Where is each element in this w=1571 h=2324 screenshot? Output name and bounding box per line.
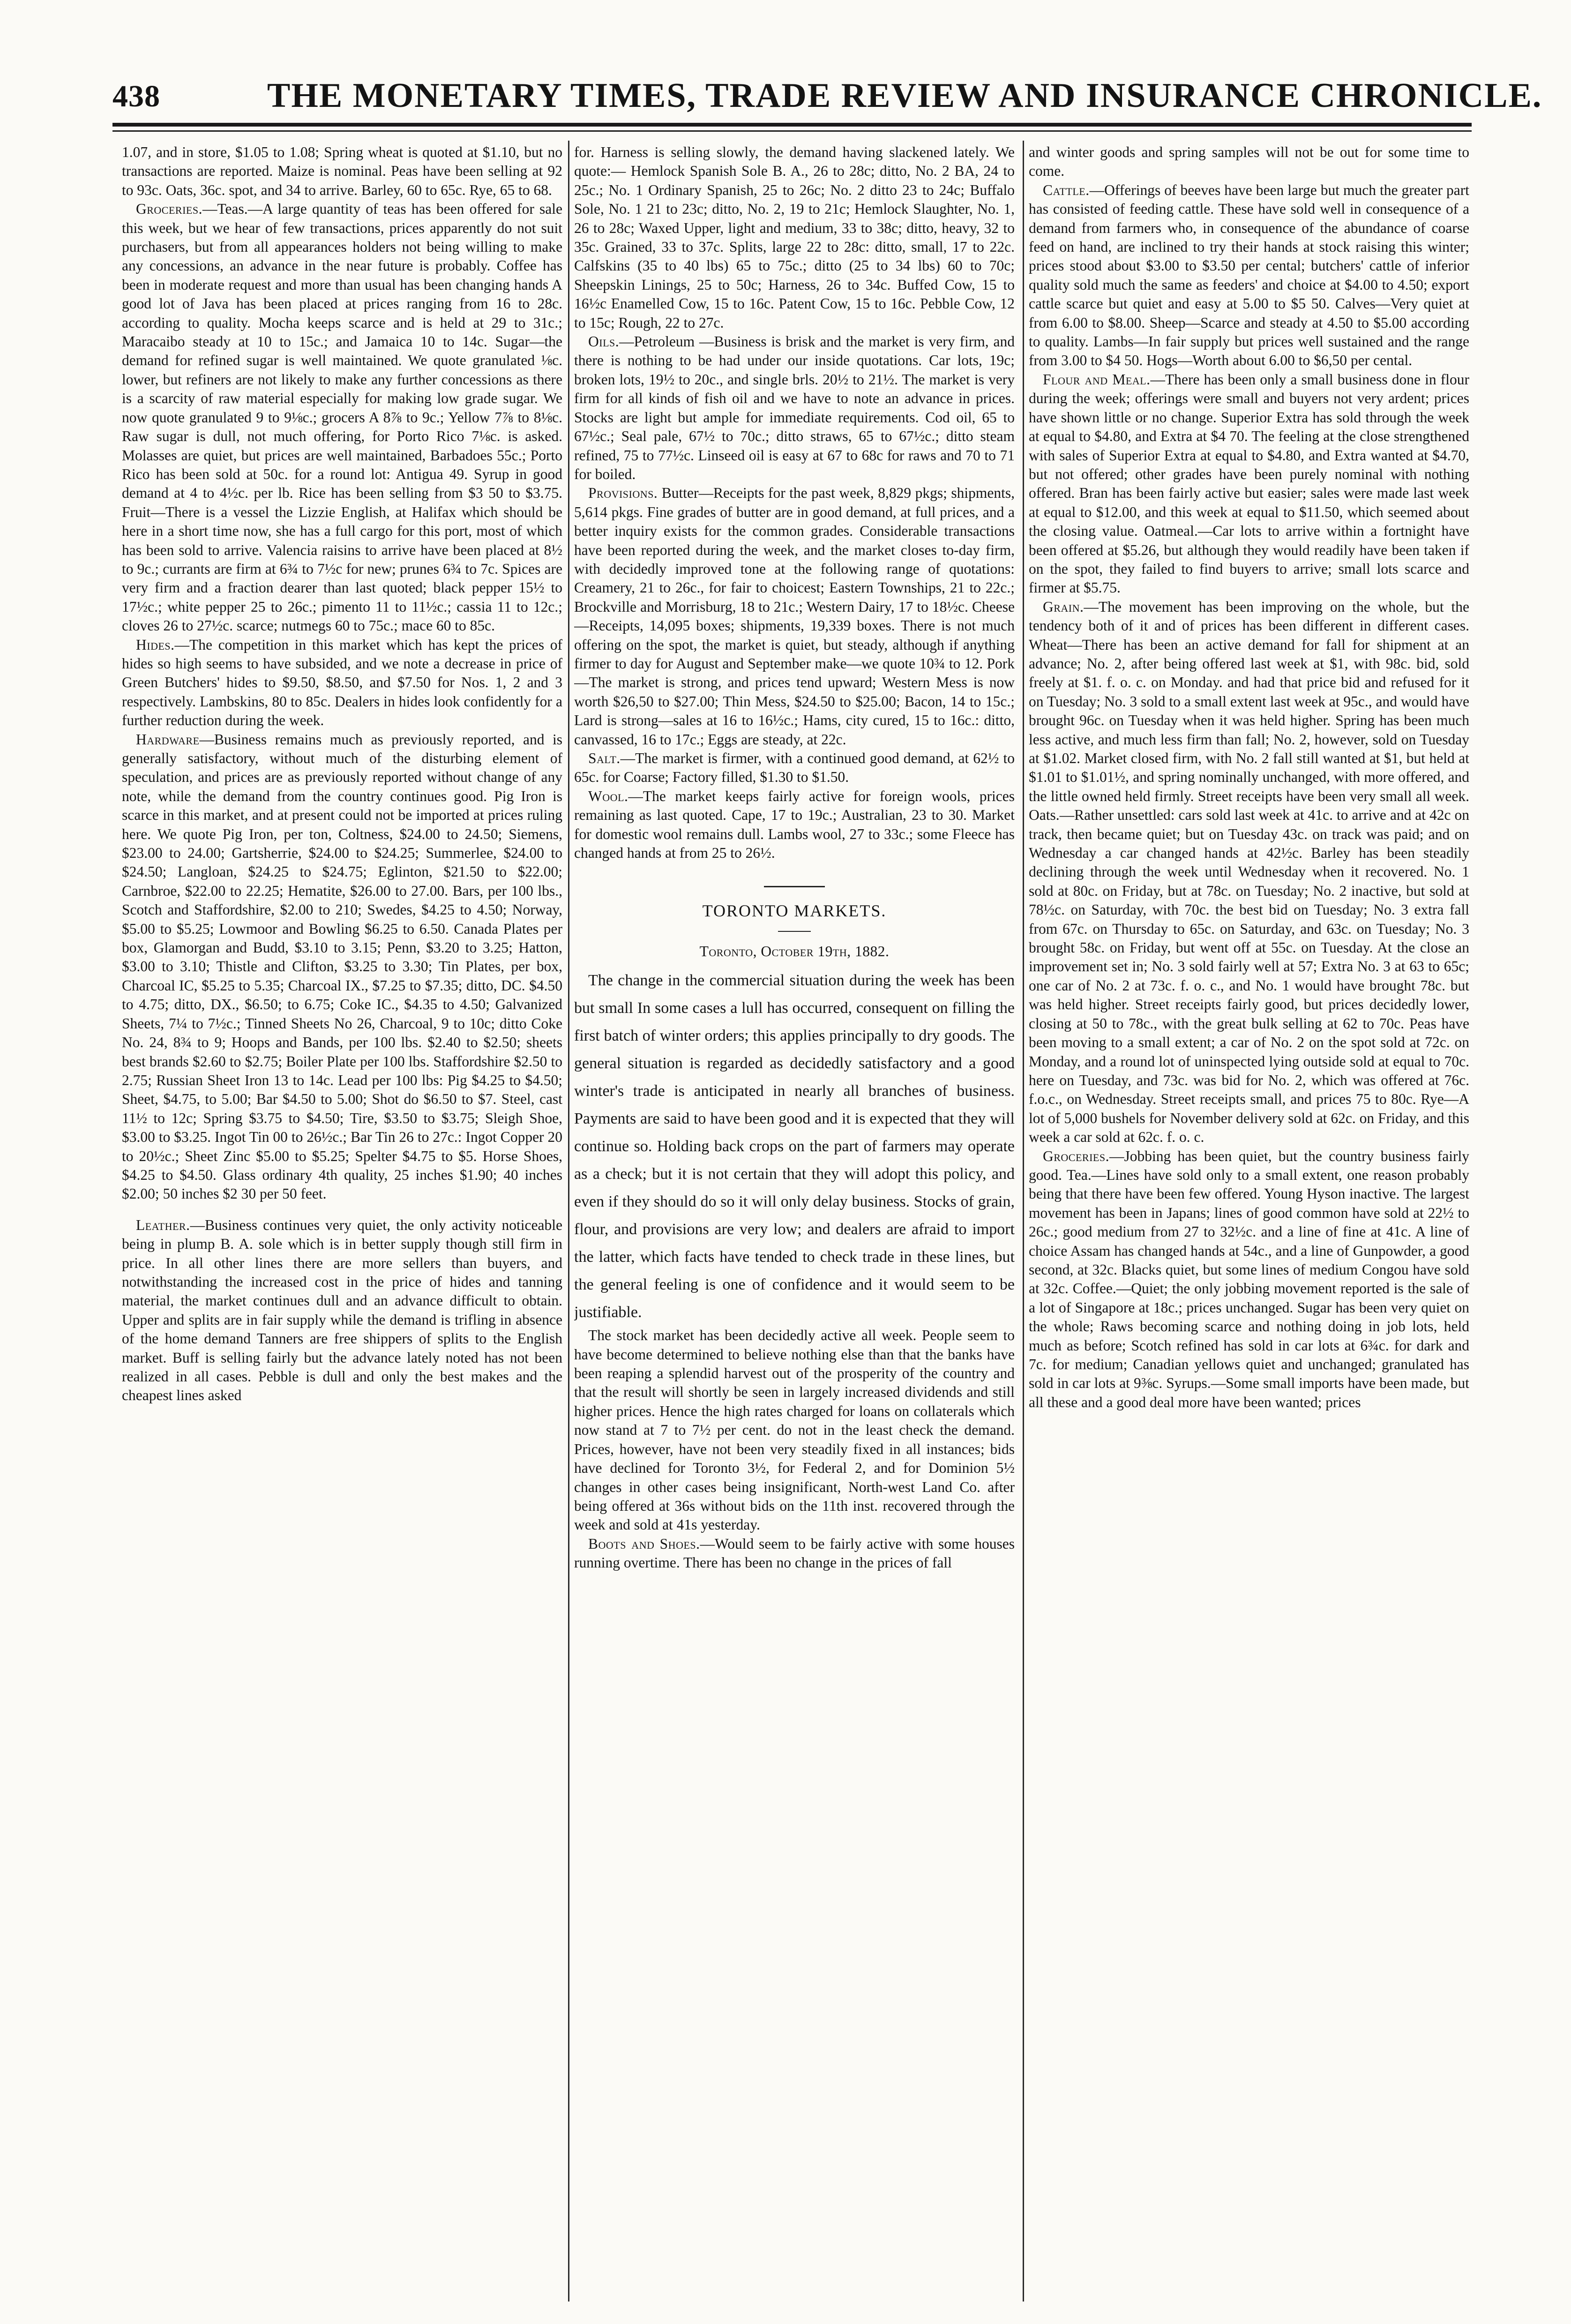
col1-groceries-heading: Groceries. [136,201,202,217]
col2-provisions-heading: Provisions. [588,485,658,502]
col2-salt-text: —The market is firmer, with a continued good demand, at 62½ to 65c. for Coarse; Factory filled, $1.30 to $1.50. [574,750,1015,786]
col2-oils-heading: Oils. [588,333,620,350]
header-rule-thin [112,130,1472,132]
col1-hides-heading: Hides. [136,636,175,653]
col2-wool-paragraph [574,787,1015,863]
section-heading: TORONTO MARKETS. [702,901,887,921]
col1-hides-paragraph [122,636,562,730]
column-1 [122,143,562,2299]
col2-wool-text: —The market keeps fairly active for foreign wools, prices remaining as last quoted. Cape, 17 to 19c.; Australian, 23 to 30. Market for domestic wool remains dull. Lambs wool, 27 to 33c.; some Fleece has changed hands at from 25 to 26½. [574,787,1015,862]
col3-groceries-paragraph [1029,1147,1469,1412]
col3-flour-text: —There has been only a small business done in flour during the week; offerings were small and buyers not very ardent; prices have shown little or no change. Superior Extra has sold through the week at equal to $4.80, and Extra at $4 70. The feeling at the close strengthened with sales of Superior Extra at equal to $4.80, and Extra wanted at $4.70, but not offered; other grades have been purely nominal with nothing offered. Bran has been fairly active but easier; sales were made last week at equal to $12.00, and this week at equal to $11.50, which seemed about the closing value. Oatmeal.—Car lots to arrive within a fortnight have been offered at $5.26, but although they would readily have been taken if on the spot, they failed to find buyers to arrive; small lots scarce and firmer at $5.75. [1029,371,1469,596]
column-divider-1 [568,141,569,2302]
col2-wool-heading: Wool. [588,787,628,804]
col3-boots-continued: and winter goods and spring samples will not be out for some time to come. [1029,144,1469,180]
col2-provisions-text: Butter—Receipts for the past week, 8,829 pkgs; shipments, 5,614 pkgs. Fine grades of butter are in good demand, at full prices, and a better inquiry exists for the common grades. Considerable transactions have been reported during the week, and the market closes to-day firm, with decidedly improved tone at the following range of quotations: Creamery, 21 to 26c., for fair to choicest; Eastern Townships, 21 to 22c.; Brockville and Morrisburg, 18 to 21c.; Western Dairy, 17 to 18½c. Cheese—Receipts, 14,095 boxes; shipments, 19,339 boxes. There is not much offering on the spot, the market is quiet, but steady, although if anything firmer to day for August and September make—we quote 10¾ to 12. Pork—The market is strong, and prices tend upward; Western Mess is now worth $26,50 to $27.00; Thin Mess, $24.50 to $25.00; Bacon, 14 to 15c.; Lard is strong—sales at 16 to 16½c.; Hams, city cured, 15 to 16c.: ditto, canvassed, 16 to 17c.; Eggs are steady, at 22c. [574,485,1015,748]
column-divider-2 [1023,141,1024,2302]
page-number: 438 [112,79,160,113]
col3-flour-paragraph [1029,370,1469,598]
col1-hides-text: —The competition in this market which has kept the prices of hides so high seems to have subsided, and we note a decrease in price of Green Butchers' hides to $9.50, $8.50, and $7.50 for Nos. 1, 2 and 3 respectively. Lambskins, 80 to 85c. Dealers in hides look confidently for a further reduction during the week. [122,636,562,729]
col1-leather-paragraph [122,1216,562,1405]
col2-boots-paragraph [574,1535,1015,1573]
col2-oils-paragraph [574,332,1015,484]
column-2 [574,143,1015,2299]
col1-paragraph-1: 1.07, and in store, $1.05 to 1.08; Spring wheat is quoted at $1.10, but no transactions are reported. Maize is nominal. Peas have been selling at 92 to 93c. Oats, 36c. spot, and 34 to arrive. Barley, 60 to 65c. Rye, 65 to 68. [122,144,562,198]
col3-groceries-heading: Groceries. [1043,1147,1109,1164]
col1-hardware-paragraph [122,730,562,1204]
col3-cattle-heading: Cattle. [1043,181,1090,198]
column-3 [1029,143,1469,2299]
col2-stock-market-paragraph: The stock market has been decidedly active all week. People seem to have become determined to believe nothing else than that the banks have been reaping a splendid harvest out of the prosperity of the country and that the result will shortly be seen in largely increased dividends and still higher prices. Hence the high rates charged for loans on collaterals which now stand at 7 to 7½ per cent. do not in the least check the demand. Prices, however, have not been very steadily fixed in all instances; bids have declined for Toronto 3½, for Federal 2, and for Dominion 5½ changes in other cases being insignificant, North-west Land Co. after being offered at 36s without bids on the 11th inst. recovered through the week and sold at 41s yesterday. [574,1327,1015,1533]
col1-hardware-heading: Hardware [136,731,200,748]
col3-flour-heading: Flour and Meal. [1043,371,1151,388]
col1-groceries-paragraph [122,200,562,635]
header-rule-thick [112,123,1472,127]
col2-boots-text: —Would seem to be fairly active with some houses running overtime. There has been no change in the prices of fall [574,1535,1015,1571]
col1-groceries-text: —Teas.—A large quantity of teas has been offered for sale this week, but we hear of few transactions, prices apparently do not suit purchasers, but from all appearances holders not being willing to make any concessions, an advance in the near future is probably. Coffee has been in moderate request and more than usual has been changing hands A good lot of Java has been placed at prices ranging from 16 to 28c. according to quality. Mocha keeps scarce and is held at 29 to 31c.; Maracaibo steady at 10 to 15c.; and Jamaica 10 to 14c. Sugar—the demand for refined sugar is well maintained. We quote granulated ⅛c. lower, but refiners are not likely to make any further concessions as there is a scarcity of raw material especially for making low grade sugar. We now quote granulated 9 to 9⅛c.; grocers A 8⅞ to 9c.; Yellow 7⅞ to 8⅛c. Raw sugar is dull, not much offering, for Porto Rico 7⅛c. is asked. Molasses are quiet, but prices are well maintained, Barbadoes 55c.; Porto Rico has been sold at 50c. for a round lot: Antigua 49. Syrup in good demand at 4 to 4½c. per lb. Rice has been selling from $3 50 to $3.75. Fruit—There is a vessel the Lizzie English, at Halifax which should be here in a short time now, she has a full cargo for this port, most of which has been sold to arrive. Valencia raisins to arrive have been placed at 8½ to 9c.; currants are firm at 6¾ to 7½c for new; prunes 6¾ to 7c. Spices are very firm and a fraction dearer than last quoted; black pepper 15½ to 17½c.; white pepper 25 to 26c.; pimento 11 to 11½c.; cassia 11 to 12c.; cloves 26 to 27½c. scarce; nutmegs 60 to 75c.; mace 60 to 85c. [122,201,562,634]
col2-leather-continued: for. Harness is selling slowly, the demand having slackened lately. We quote:— Hemlock Spanish Sole B. A., 26 to 28c; ditto, No. 2 BA, 24 to 25c.; No. 1 Ordinary Spanish, 25 to 26c; No. 2 ditto 23 to 24c; Buffalo Sole, No. 1 21 to 23c; ditto, No. 2, 19 to 21c; Hemlock Slaughter, No. 1, 26 to 28c; Waxed Upper, light and medium, 33 to 38c; ditto, heavy, 32 to 35c. Grained, 33 to 37c. Splits, large 22 to 28c: ditto, small, 17 to 22c. Calfskins (35 to 40 lbs) 65 to 75c.; ditto (25 to 34 lbs) 60 to 70c; Sheepskin Linings, 25 to 50c; Harness, 26 to 34c. Buffed Cow, 15 to 16½c Enamelled Cow, 15 to 16c. Patent Cow, 15 to 16c. Pebble Cow, 12 to 15c; Rough, 22 to 27c. [574,144,1015,331]
col3-groceries-text: —Jobbing has been quiet, but the country business fairly good. Tea.—Lines have sold only to a small extent, one reason probably being that there have been few offered. Young Hyson inactive. The largest movement has been in Japans; lines of good common have sold at 22½ to 26c.; good medium from 27 to 32½c. and a line of fine at 41c. A line of choice Assam has changed hands at 54c., and a line of Gunpowder, a good second, at 32c. Blacks quiet, but some lines of medium Congou have sold at 32c. Coffee.—Quiet; the only jobbing movement reported is the sale of a lot of Singapore at 18c.; prices unchanged. Sugar has been very quiet on the whole; Raws becoming scarce and nothing doing in job lots, held much as before; Scotch refined has sold in car lots at 6¾c. for dark and 7c. for medium; Canadian yellows quiet and unchanged; granulated has sold in car lots at 9⅜c. Syrups.—Some small imports have been made, but all these and a good deal more have been wanted; prices [1029,1147,1469,1410]
col2-salt-heading: Salt. [588,750,621,766]
col3-grain-text: —The movement has been improving on the whole, but the tendency both of it and of prices has been different in different cases. Wheat—There has been an active demand for fall for shipment at an advance; No. 2, after being offered last week at $1, with 98c. bid, sold freely at $1. f. o. c. on Monday. and had that price bid and refused for it on Tuesday; No. 3 sold to a small extent last week at 95c., and would have brought 96c. on Tuesday when it was held higher. Spring has been much less active, and much less firm than fall; No. 2, however, sold on Tuesday at $1.02. Market closed firm, with No. 2 fall still wanted at $1, but held at $1.01 to $1.01½, and spring nominally unchanged, with more offered, and the little owned held firmly. Street receipts have been very small all week. Oats.—Rather unsettled: cars sold last week at 41c. to arrive and at 42c on track, then became quiet; but on Tuesday 43c. on track was paid; and on Wednesday a car changed hands at 42½c. Barley has been steadily declining through the week until Wednesday when it recovered. No. 1 sold at 80c. on Friday, but at 78c. on Tuesday; No. 2 inactive, but sold at 78½c. on Saturday, with 70c. the best bid on Tuesday; No. 3 extra fall from 67c. on Thursday to 65c. on Saturday, and 63c. on Tuesday; No. 3 brought 58c. on Friday, but went off at 55c. on Tuesday. At the close an improvement set in; No. 3 sold fairly well at 57; Extra No. 3 at 63 to 65c; one car of No. 2 at 73c. f. o. c., and No. 1 would have brought 78c. but was held higher. Street receipts fairly good, but prices decidedly lower, closing at 50 to 78c., with the great bulk selling at 62 to 70c. Peas have been moving to a small extent; a car of No. 2 on the spot sold at 72c. on Monday, and a round lot of uninspected lying outside sold at equal to 70c. here on Tuesday, and 73c. was bid for No. 2, which was offered at 76c. f.o.c., on Wednesday. Street receipts small, and prices 75 to 80c. Rye—A lot of 5,000 bushels for November delivery sold at 62c. on Friday, and this week a car sold at 62c. f. o. c. [1029,598,1469,1146]
col2-lead-paragraph: The change in the commercial situation during the week has been but small In some cases a lull has occurred, consequent on filling the first batch of winter orders; this applies principally to dry goods. The general situation is regarded as decidedly satisfactory and a good winter's trade is anticipated in nearly all branches of business. Payments are said to have been good and it is expected that they will continue so. Holding back crops on the part of farmers may operate as a check; but it is not certain that they will adopt this policy, and even if they should do so it will only delay business. Stocks of grain, flour, and provisions are very low; and dealers are afraid to import the latter, which facts have tended to check trade in these lines, but the general feeling is one of confidence and it would seem to be justifiable. [574,972,1015,1321]
col1-leather-text: —Business continues very quiet, the only activity noticeable being in plump B. A. sole which is in better supply though still firm in price. In all other lines there are more sellers than buyers, and notwithstanding the increased cost in the price of hides and tanning material, the market continues dull and an advance difficult to obtain. Upper and splits are in fair supply while the demand is trifling in absence of the home demand Tanners are free shippers of splits to the English market. Buff is selling fairly but the advance lately noted has not been realized in all cases. Pebble is dull and only the best makes and the cheapest lines asked [122,1216,562,1404]
col2-oils-text: —Petroleum —Business is brisk and the market is very firm, and there is nothing to be had under our inside quotations. Car lots, 19c; broken lots, 19½ to 20c., and single brls. 20½ to 21½. The market is very firm for all kinds of fish oil and we have to note an advance in prices. Stocks are light but ample for immediate requirements. Cod oil, 65 to 67½c.; Seal pale, 67½ to 70c.; ditto straws, 65 to 67½c.; ditto steam refined, 75 to 77½c. Linseed oil is easy at 67 to 68c for raws and 70 to 71 for boiled. [574,333,1015,482]
col1-leather-heading: Leather. [136,1216,190,1233]
col2-provisions-paragraph [574,484,1015,749]
col2-salt-paragraph [574,749,1015,787]
section-divider [764,886,825,887]
col2-boots-heading: Boots and Shoes. [588,1535,700,1552]
running-title: THE MONETARY TIMES, TRADE REVIEW AND INSURANCE CHRONICLE. [267,76,1542,115]
page-header [112,70,1542,122]
section-heading-underline [778,931,811,932]
col3-grain-heading: Grain. [1043,598,1084,615]
col3-grain-paragraph [1029,598,1469,1147]
dateline: Toronto, October 19th, 1882. [699,943,890,960]
col3-cattle-paragraph [1029,181,1469,370]
col3-cattle-text: —Offerings of beeves have been large but much the greater part has consisted of feeding cattle. These have sold well in consequence of a demand from farmers who, in consequence of the abundance of coarse feed on hand, are inclined to try their hands at stock raising this winter; prices stood about $3.00 to $3.50 per cental; butchers' cattle of inferior quality sold much the same as feeders' and choice at $4.00 to 4.50; export cattle scarce but quiet and easy at 5.00 to $5 50. Calves—Very quiet at from 6.00 to $8.00. Sheep—Scarce and steady at 4.50 to $5.00 according to quality. Lambs—In fair supply but prices well sustained and the range from 3.00 to $4 50. Hogs—Worth about 6.00 to $6,50 per cental. [1029,181,1469,369]
col1-hardware-text: —Business remains much as previously reported, and is generally satisfactory, without much of the disturbing element of speculation, and prices are as previously reported without change of any note, while the demand from the country continues good. Pig Iron is scarce in this market, and at present could not be imported at prices ruling here. We quote Pig Iron, per ton, Coltness, $24.00 to 24.50; Siemens, $23.00 to 24.00; Gartsherrie, $24.00 to $24.25; Summerlee, $24.00 to $24.50; Langloan, $24.25 to $24.75; Eglinton, $21.50 to $22.00; Carnbroe, $22.00 to 22.25; Hematite, $26.00 to 27.00. Bars, per 100 lbs., Scotch and Staffordshire, $2.00 to 210; Swedes, $4.25 to 4.50; Norway, $5.00 to $5.25; Lowmoor and Bowling $6.25 to 6.50. Canada Plates per box, Glamorgan and Budd, $3.10 to 3.15; Penn, $3.20 to 3.25; Hatton, $3.00 to 3.10; Thistle and Clifton, $3.25 to 3.30; Tin Plates, per box, Charcoal IC, $5.25 to 5.35; Charcoal IX., $7.25 to $7.35; ditto, DC. $4.50 to 4.75; ditto, DX., $6.50; to 6.75; Coke IC., $4.35 to 4.50; Galvanized Sheets, 7¼ to 7½c.; Tinned Sheets No 26, Charcoal, 9 to 10c; ditto Coke No. 24, 8¾ to 9; Hoops and Bands, per 100 lbs. $2.40 to $2.50; sheets best brands $2.60 to $2.75; Boiler Plate per 100 lbs. Staffordshire $2.50 to 2.75; Russian Sheet Iron 13 to 14c. Lead per 100 lbs: Pig $4.25 to $4.50; Sheet, $4.75, to 5.00; Bar $4.50 to 5.00; Shot do $6.50 to $7. Steel, cast 11½ to 12c; Spring $3.75 to $4.50; Tire, $3.50 to $3.75; Sleigh Shoe, $3.00 to $3.25. Ingot Tin 00 to 26½c.; Bar Tin 26 to 27c.: Ingot Copper 20 to 20½c.; Sheet Zinc $5.00 to $5.25; Spelter $4.75 to $5. Horse Shoes, $4.25 to $4.50. Glass ordinary 4th quality, 25 inches $1.90; 40 inches $2.00; 50 inches $2 30 per 50 feet. [122,731,562,1202]
